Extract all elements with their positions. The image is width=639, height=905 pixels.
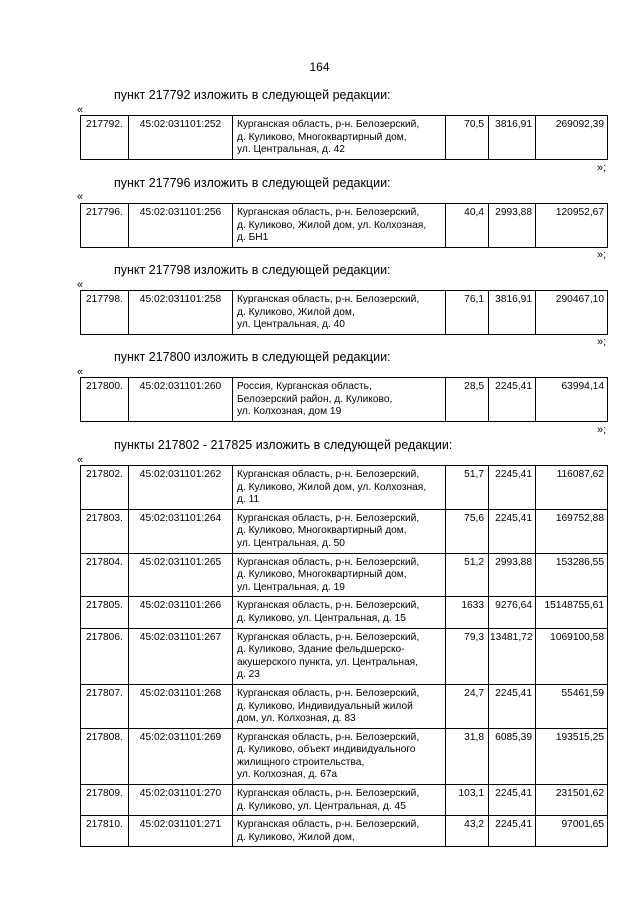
section-heading: пункт 217800 изложить в следующей редакции: [114, 350, 391, 364]
value-cell: 269092,39 [536, 116, 608, 160]
address-line: д. Куликово, Жилой дом, [237, 831, 355, 843]
address-line: Курганская область, р-н. Белозерский, [237, 207, 420, 218]
cadastral-number: 45:02:031101:270 [129, 785, 233, 816]
close-quote: »; [597, 249, 607, 261]
area-cell: 24,7 [446, 684, 489, 728]
table-row [81, 816, 608, 847]
value-cell: 97001,65 [536, 816, 608, 847]
cadastral-number: 45:02:031101:266 [129, 597, 233, 628]
address-line: д. БН1 [237, 232, 269, 244]
row-number: 217800. [81, 378, 129, 422]
area-cell: 70,5 [446, 116, 489, 160]
address-line: Россия, Курганская область, [237, 381, 372, 392]
cadastral-number: 45:02:031101:256 [129, 204, 233, 248]
address-line: д. Куликово, ул. Центральная, д. 45 [237, 800, 406, 812]
cadastral-number: 45:02:031101:269 [129, 728, 233, 784]
address-cell [233, 116, 446, 160]
address-line: д. 23 [237, 669, 260, 681]
table-row [81, 204, 608, 248]
rate-cell: 6085,39 [489, 728, 536, 784]
area-cell: 40,4 [446, 204, 489, 248]
rate-cell: 2245,41 [489, 378, 536, 422]
rate-cell: 9276,64 [489, 597, 536, 628]
open-quote: « [77, 454, 84, 466]
open-quote: « [77, 366, 84, 378]
value-cell: 1069100,58 [536, 628, 608, 684]
area-cell: 28,5 [446, 378, 489, 422]
address-line: ул. Колхозная, д. 67а [237, 769, 338, 781]
cadastral-number: 45:02:031101:262 [129, 466, 233, 510]
cadastral-number: 45:02:031101:268 [129, 684, 233, 728]
address-line: акушерского пункта, ул. Центральная, [237, 656, 419, 668]
row-number: 217808. [81, 728, 129, 784]
close-quote: »; [597, 424, 607, 436]
table-row [81, 291, 608, 335]
register-table [80, 115, 608, 160]
address-cell [233, 816, 446, 847]
value-cell: 63994,14 [536, 378, 608, 422]
value-cell: 169752,88 [536, 509, 608, 553]
address-line: д. Куликово, Многоквартирный дом, [237, 569, 407, 581]
rate-cell: 3816,91 [489, 291, 536, 335]
cadastral-number: 45:02:031101:271 [129, 816, 233, 847]
rate-cell: 2245,41 [489, 466, 536, 510]
address-line: Белозерский район, д. Куликово, [237, 393, 393, 405]
address-line: Курганская область, р-н. Белозерский, [237, 469, 420, 480]
open-quote: « [77, 104, 84, 116]
table-row [81, 728, 608, 784]
address-line: ул. Центральная, д. 40 [237, 319, 345, 331]
value-cell: 193515,25 [536, 728, 608, 784]
address-line: ул. Центральная, д. 42 [237, 144, 345, 156]
area-cell: 75,6 [446, 509, 489, 553]
area-cell: 76,1 [446, 291, 489, 335]
address-line: д. Куликово, Многоквартирный дом, [237, 131, 407, 143]
address-line: ул. Центральная, д. 19 [237, 581, 345, 593]
section-heading: пункт 217796 изложить в следующей редакции: [114, 176, 391, 190]
address-line: жилищного строительства, [237, 756, 365, 768]
rate-cell: 13481,72 [489, 628, 536, 684]
row-number: 217803. [81, 509, 129, 553]
value-cell: 55461,59 [536, 684, 608, 728]
row-number: 217805. [81, 597, 129, 628]
table-row [81, 553, 608, 597]
area-cell: 31,8 [446, 728, 489, 784]
address-cell [233, 628, 446, 684]
address-line: д. Куликово, Жилой дом, ул. Колхозная, [237, 481, 427, 493]
address-line: д. Куликово, Индивидуальный жилой [237, 700, 413, 712]
area-cell: 79,3 [446, 628, 489, 684]
address-cell [233, 509, 446, 553]
row-number: 217804. [81, 553, 129, 597]
cadastral-number: 45:02:031101:252 [129, 116, 233, 160]
row-number: 217806. [81, 628, 129, 684]
address-line: Курганская область, р-н. Белозерский, [237, 556, 420, 568]
register-table [80, 203, 608, 248]
rate-cell: 2245,41 [489, 785, 536, 816]
area-cell: 43,2 [446, 816, 489, 847]
close-quote: »; [597, 162, 607, 174]
cadastral-number: 45:02:031101:267 [129, 628, 233, 684]
address-cell [233, 684, 446, 728]
address-cell [233, 728, 446, 784]
address-line: д. 11 [237, 494, 260, 506]
address-line: Курганская область, р-н. Белозерский, [237, 600, 420, 612]
section-heading: пункт 217792 изложить в следующей редакции: [114, 88, 391, 102]
address-line: д. Куликово, ул. Центральная, д. 15 [237, 612, 406, 624]
address-line: Курганская область, р-н. Белозерский, [237, 731, 420, 743]
table-row [81, 509, 608, 553]
address-line: д. Куликово, Жилой дом, [237, 306, 355, 318]
address-line: Курганская область, р-н. Белозерский, [237, 631, 420, 643]
address-line: Курганская область, р-н. Белозерский, [237, 819, 420, 831]
address-line: Курганская область, р-н. Белозерский, [237, 512, 420, 524]
address-cell [233, 597, 446, 628]
address-cell [233, 204, 446, 248]
value-cell: 116087,62 [536, 466, 608, 510]
address-line: ул. Центральная, д. 50 [237, 537, 345, 549]
table-row [81, 378, 608, 422]
area-cell: 1633 [446, 597, 489, 628]
value-cell: 153286,55 [536, 553, 608, 597]
register-table [80, 465, 608, 847]
address-cell [233, 466, 446, 510]
address-line: д. Куликово, объект индивидуального [237, 744, 416, 756]
section-heading: пункт 217798 изложить в следующей редакции: [114, 263, 391, 277]
address-line: Курганская область, р-н. Белозерский, [237, 687, 420, 699]
value-cell: 290467,10 [536, 291, 608, 335]
address-line: дом, ул. Колхозная, д. 83 [237, 713, 356, 725]
open-quote: « [77, 279, 84, 291]
row-number: 217796. [81, 204, 129, 248]
cadastral-number: 45:02:031101:265 [129, 553, 233, 597]
address-cell [233, 378, 446, 422]
address-line: Курганская область, р-н. Белозерский, [237, 294, 420, 305]
rate-cell: 2245,41 [489, 509, 536, 553]
address-cell [233, 785, 446, 816]
section-heading: пункты 217802 - 217825 изложить в следующей редакции: [114, 438, 453, 452]
table-row [81, 628, 608, 684]
row-number: 217798. [81, 291, 129, 335]
value-cell: 15148755,61 [536, 597, 608, 628]
close-quote: »; [597, 336, 607, 348]
cadastral-number: 45:02:031101:264 [129, 509, 233, 553]
rate-cell: 2993,88 [489, 204, 536, 248]
cadastral-number: 45:02:031101:258 [129, 291, 233, 335]
row-number: 217807. [81, 684, 129, 728]
area-cell: 51,7 [446, 466, 489, 510]
address-line: д. Куликово, Многоквартирный дом, [237, 525, 407, 537]
address-cell [233, 291, 446, 335]
row-number: 217802. [81, 466, 129, 510]
address-line: д. Куликово, Здание фельдшерско- [237, 644, 405, 656]
table-row [81, 785, 608, 816]
row-number: 217792. [81, 116, 129, 160]
rate-cell: 2245,41 [489, 684, 536, 728]
address-line: д. Куликово, Жилой дом, ул. Колхозная, [237, 219, 427, 231]
area-cell: 51,2 [446, 553, 489, 597]
rate-cell: 3816,91 [489, 116, 536, 160]
area-cell: 103,1 [446, 785, 489, 816]
address-line: ул. Колхозная, дом 19 [237, 406, 342, 418]
address-line: Курганская область, р-н. Белозерский, [237, 119, 420, 130]
register-table [80, 290, 608, 335]
table-row [81, 684, 608, 728]
row-number: 217810. [81, 816, 129, 847]
row-number: 217809. [81, 785, 129, 816]
value-cell: 120952,67 [536, 204, 608, 248]
address-cell [233, 553, 446, 597]
page-number: 164 [309, 60, 330, 74]
rate-cell: 2245,41 [489, 816, 536, 847]
register-table [80, 377, 608, 422]
address-line: Курганская область, р-н. Белозерский, [237, 788, 420, 800]
table-row [81, 466, 608, 510]
cadastral-number: 45:02:031101:260 [129, 378, 233, 422]
value-cell: 231501,62 [536, 785, 608, 816]
open-quote: « [77, 191, 84, 203]
table-row [81, 597, 608, 628]
table-row [81, 116, 608, 160]
rate-cell: 2993,88 [489, 553, 536, 597]
